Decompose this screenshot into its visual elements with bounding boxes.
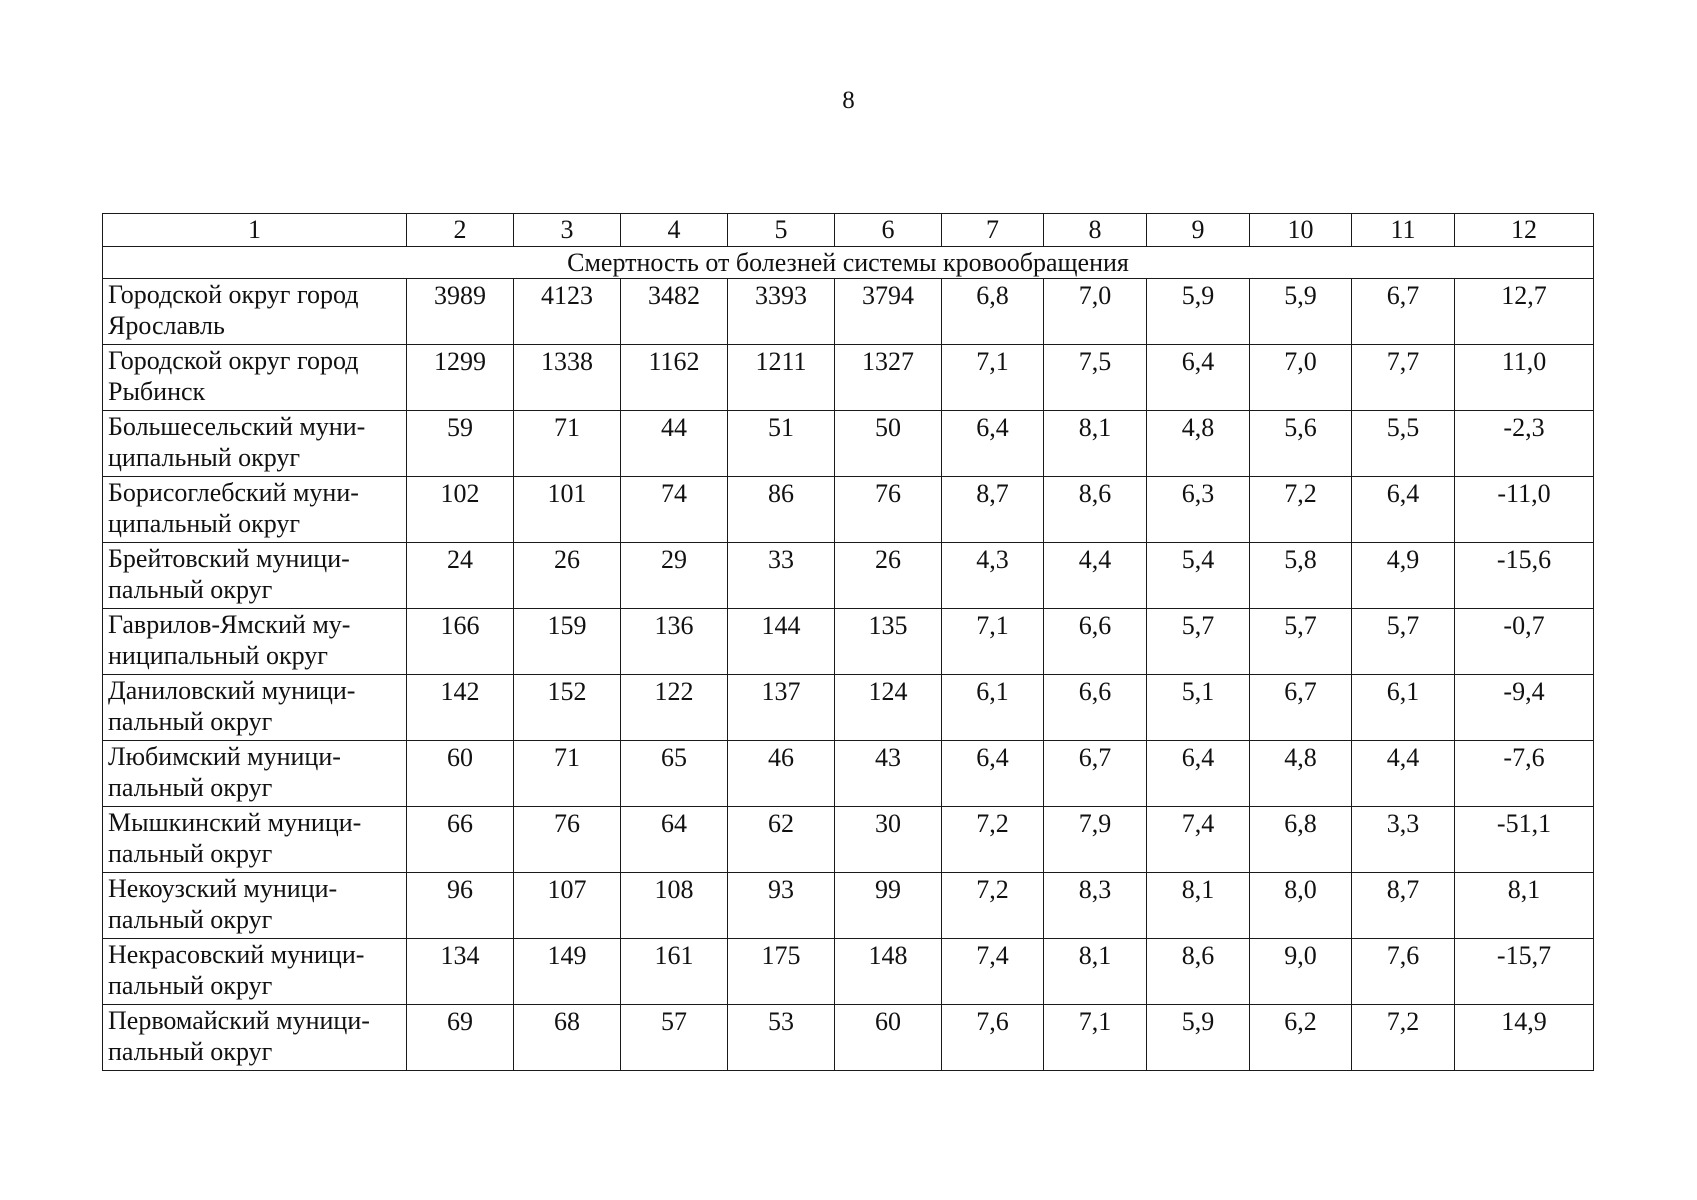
column-header: 7: [942, 214, 1044, 247]
value-cell: 7,6: [942, 1005, 1044, 1071]
district-name-line: Первомайский муници-: [108, 1006, 370, 1035]
value-cell: -2,3: [1455, 411, 1594, 477]
value-cell: 135: [835, 609, 942, 675]
district-name-line: пальный округ: [108, 971, 273, 1000]
value-cell: 76: [835, 477, 942, 543]
district-name-line: пальный округ: [108, 575, 273, 604]
value-cell: 4123: [514, 279, 621, 345]
value-cell: 144: [728, 609, 835, 675]
value-cell: 7,9: [1044, 807, 1147, 873]
value-cell: 148: [835, 939, 942, 1005]
value-cell: 1327: [835, 345, 942, 411]
district-name-line: Ярославль: [108, 311, 225, 340]
value-cell: 64: [621, 807, 728, 873]
value-cell: 26: [835, 543, 942, 609]
district-name-cell: [103, 345, 407, 411]
section-title: Смертность от болезней системы кровообращения: [103, 247, 1594, 279]
column-header: 4: [621, 214, 728, 247]
district-name-line: Любимский муници-: [108, 742, 341, 771]
value-cell: 161: [621, 939, 728, 1005]
table-row: [103, 345, 1594, 411]
value-cell: 5,7: [1147, 609, 1250, 675]
table-row: [103, 477, 1594, 543]
district-name-line: Борисоглебский муни-: [108, 478, 359, 507]
value-cell: 7,5: [1044, 345, 1147, 411]
value-cell: -11,0: [1455, 477, 1594, 543]
value-cell: 4,4: [1352, 741, 1455, 807]
page-number: 8: [842, 87, 855, 114]
district-name-line: Городской округ город: [108, 346, 359, 375]
value-cell: 5,6: [1250, 411, 1352, 477]
value-cell: 7,2: [1250, 477, 1352, 543]
value-cell: 3393: [728, 279, 835, 345]
value-cell: 7,2: [942, 807, 1044, 873]
value-cell: 7,4: [942, 939, 1044, 1005]
value-cell: 6,4: [942, 411, 1044, 477]
column-header: 5: [728, 214, 835, 247]
value-cell: 57: [621, 1005, 728, 1071]
district-name-cell: [103, 675, 407, 741]
value-cell: 3,3: [1352, 807, 1455, 873]
value-cell: 166: [407, 609, 514, 675]
column-header: 9: [1147, 214, 1250, 247]
value-cell: 5,9: [1147, 279, 1250, 345]
table-row: [103, 279, 1594, 345]
value-cell: 8,7: [942, 477, 1044, 543]
value-cell: 1338: [514, 345, 621, 411]
column-header: 12: [1455, 214, 1594, 247]
value-cell: 175: [728, 939, 835, 1005]
value-cell: 26: [514, 543, 621, 609]
value-cell: 7,1: [942, 609, 1044, 675]
table-row: [103, 411, 1594, 477]
table-row: [103, 543, 1594, 609]
value-cell: 8,6: [1044, 477, 1147, 543]
table-row: [103, 939, 1594, 1005]
value-cell: 6,4: [1147, 741, 1250, 807]
table-row: [103, 741, 1594, 807]
table-body: [103, 214, 1594, 1071]
value-cell: 93: [728, 873, 835, 939]
value-cell: 3794: [835, 279, 942, 345]
value-cell: 1299: [407, 345, 514, 411]
value-cell: -15,7: [1455, 939, 1594, 1005]
column-number-row: [103, 214, 1594, 247]
district-name-line: Даниловский муници-: [108, 676, 356, 705]
column-header: 11: [1352, 214, 1455, 247]
district-name-cell: [103, 411, 407, 477]
value-cell: 3482: [621, 279, 728, 345]
value-cell: 5,7: [1352, 609, 1455, 675]
value-cell: 6,7: [1352, 279, 1455, 345]
value-cell: 14,9: [1455, 1005, 1594, 1071]
value-cell: 5,4: [1147, 543, 1250, 609]
value-cell: -0,7: [1455, 609, 1594, 675]
table-row: [103, 675, 1594, 741]
value-cell: 8,1: [1147, 873, 1250, 939]
value-cell: 86: [728, 477, 835, 543]
district-name-line: пальный округ: [108, 905, 273, 934]
value-cell: 8,6: [1147, 939, 1250, 1005]
table-row: [103, 873, 1594, 939]
district-name-cell: [103, 1005, 407, 1071]
value-cell: 7,1: [942, 345, 1044, 411]
district-name-line: пальный округ: [108, 1037, 273, 1066]
value-cell: 134: [407, 939, 514, 1005]
value-cell: 137: [728, 675, 835, 741]
value-cell: 7,0: [1044, 279, 1147, 345]
value-cell: 6,8: [942, 279, 1044, 345]
value-cell: 12,7: [1455, 279, 1594, 345]
value-cell: 60: [835, 1005, 942, 1071]
value-cell: 96: [407, 873, 514, 939]
value-cell: 4,8: [1250, 741, 1352, 807]
value-cell: 6,4: [1147, 345, 1250, 411]
district-name-line: Городской округ город: [108, 280, 359, 309]
district-name-line: Мышкинский муници-: [108, 808, 362, 837]
value-cell: 152: [514, 675, 621, 741]
value-cell: 7,0: [1250, 345, 1352, 411]
value-cell: 4,9: [1352, 543, 1455, 609]
value-cell: 99: [835, 873, 942, 939]
value-cell: 5,8: [1250, 543, 1352, 609]
value-cell: 142: [407, 675, 514, 741]
table-row: [103, 609, 1594, 675]
value-cell: 149: [514, 939, 621, 1005]
value-cell: 8,1: [1044, 411, 1147, 477]
value-cell: 4,4: [1044, 543, 1147, 609]
value-cell: 44: [621, 411, 728, 477]
district-name-line: пальный округ: [108, 839, 273, 868]
district-name-line: Брейтовский муници-: [108, 544, 350, 573]
value-cell: 7,6: [1352, 939, 1455, 1005]
value-cell: 65: [621, 741, 728, 807]
value-cell: 69: [407, 1005, 514, 1071]
district-name-line: Рыбинск: [108, 377, 206, 406]
value-cell: 5,7: [1250, 609, 1352, 675]
value-cell: 33: [728, 543, 835, 609]
table-row: [103, 1005, 1594, 1071]
value-cell: 108: [621, 873, 728, 939]
value-cell: 102: [407, 477, 514, 543]
section-row: [103, 247, 1594, 279]
value-cell: 7,7: [1352, 345, 1455, 411]
value-cell: 8,7: [1352, 873, 1455, 939]
column-header: 8: [1044, 214, 1147, 247]
district-name-line: пальный округ: [108, 707, 273, 736]
value-cell: 1211: [728, 345, 835, 411]
value-cell: 6,8: [1250, 807, 1352, 873]
mortality-table: [102, 213, 1594, 1071]
value-cell: 68: [514, 1005, 621, 1071]
value-cell: 51: [728, 411, 835, 477]
value-cell: -15,6: [1455, 543, 1594, 609]
value-cell: 6,4: [942, 741, 1044, 807]
value-cell: 59: [407, 411, 514, 477]
district-name-line: ципальный округ: [108, 509, 301, 538]
value-cell: 66: [407, 807, 514, 873]
value-cell: 9,0: [1250, 939, 1352, 1005]
value-cell: 30: [835, 807, 942, 873]
value-cell: 3989: [407, 279, 514, 345]
value-cell: -51,1: [1455, 807, 1594, 873]
value-cell: 76: [514, 807, 621, 873]
district-name-cell: [103, 939, 407, 1005]
district-name-cell: [103, 279, 407, 345]
value-cell: 136: [621, 609, 728, 675]
district-name-cell: [103, 477, 407, 543]
value-cell: 107: [514, 873, 621, 939]
district-name-line: ниципальный округ: [108, 641, 328, 670]
district-name-line: Некоузский муници-: [108, 874, 338, 903]
column-header: 2: [407, 214, 514, 247]
column-header: 1: [103, 214, 407, 247]
district-name-line: пальный округ: [108, 773, 273, 802]
district-name-line: Большесельский муни-: [108, 412, 366, 441]
value-cell: 159: [514, 609, 621, 675]
value-cell: 53: [728, 1005, 835, 1071]
value-cell: 101: [514, 477, 621, 543]
value-cell: 6,7: [1044, 741, 1147, 807]
value-cell: 6,4: [1352, 477, 1455, 543]
district-name-cell: [103, 807, 407, 873]
district-name-cell: [103, 543, 407, 609]
value-cell: 6,1: [942, 675, 1044, 741]
value-cell: 6,6: [1044, 675, 1147, 741]
value-cell: 124: [835, 675, 942, 741]
district-name-line: ципальный округ: [108, 443, 301, 472]
value-cell: 29: [621, 543, 728, 609]
value-cell: 74: [621, 477, 728, 543]
value-cell: 6,3: [1147, 477, 1250, 543]
value-cell: 24: [407, 543, 514, 609]
value-cell: 122: [621, 675, 728, 741]
value-cell: 8,0: [1250, 873, 1352, 939]
value-cell: 5,9: [1147, 1005, 1250, 1071]
value-cell: 6,1: [1352, 675, 1455, 741]
value-cell: 62: [728, 807, 835, 873]
value-cell: 7,4: [1147, 807, 1250, 873]
value-cell: 43: [835, 741, 942, 807]
district-name-line: Гаврилов-Ямский му-: [108, 610, 351, 639]
district-name-line: Некрасовский муници-: [108, 940, 365, 969]
district-name-cell: [103, 741, 407, 807]
value-cell: 4,8: [1147, 411, 1250, 477]
value-cell: 5,5: [1352, 411, 1455, 477]
district-name-cell: [103, 609, 407, 675]
column-header: 10: [1250, 214, 1352, 247]
district-name-cell: [103, 873, 407, 939]
value-cell: 8,1: [1044, 939, 1147, 1005]
value-cell: 8,3: [1044, 873, 1147, 939]
value-cell: 71: [514, 411, 621, 477]
value-cell: 71: [514, 741, 621, 807]
value-cell: 11,0: [1455, 345, 1594, 411]
value-cell: 5,9: [1250, 279, 1352, 345]
value-cell: 50: [835, 411, 942, 477]
column-header: 3: [514, 214, 621, 247]
value-cell: 46: [728, 741, 835, 807]
value-cell: 5,1: [1147, 675, 1250, 741]
value-cell: 8,1: [1455, 873, 1594, 939]
column-header: 6: [835, 214, 942, 247]
value-cell: 7,2: [942, 873, 1044, 939]
value-cell: 1162: [621, 345, 728, 411]
value-cell: 60: [407, 741, 514, 807]
value-cell: 7,2: [1352, 1005, 1455, 1071]
value-cell: -7,6: [1455, 741, 1594, 807]
value-cell: 6,2: [1250, 1005, 1352, 1071]
value-cell: -9,4: [1455, 675, 1594, 741]
value-cell: 6,6: [1044, 609, 1147, 675]
table-row: [103, 807, 1594, 873]
value-cell: 6,7: [1250, 675, 1352, 741]
value-cell: 7,1: [1044, 1005, 1147, 1071]
value-cell: 4,3: [942, 543, 1044, 609]
